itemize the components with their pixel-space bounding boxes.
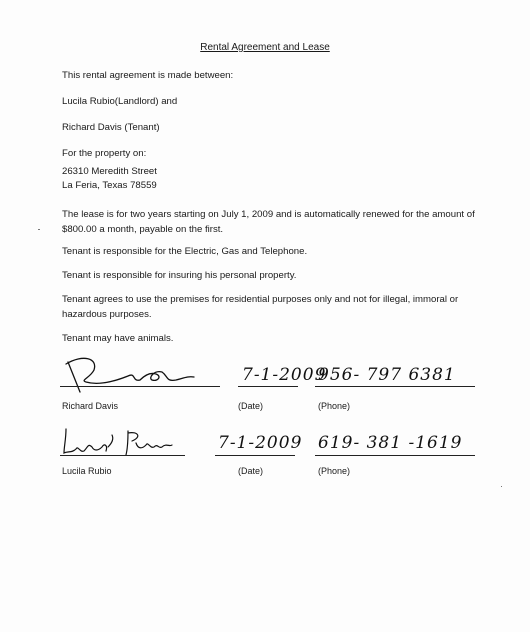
- address-line-2: La Feria, Texas 78559: [62, 180, 157, 191]
- landlord-phone-line: [315, 455, 475, 456]
- tenant-date: 7-1-2009: [242, 365, 327, 385]
- intro-line: This rental agreement is made between:: [62, 70, 234, 81]
- term-utilities: Tenant is responsible for the Electric, Gas and Telephone.: [62, 246, 308, 257]
- landlord-line: Lucila Rubio(Landlord) and: [62, 96, 178, 107]
- property-label: For the property on:: [62, 148, 147, 159]
- landlord-date-label: (Date): [238, 466, 264, 476]
- tenant-line: Richard Davis (Tenant): [62, 122, 160, 133]
- term-insurance: Tenant is responsible for insuring his personal property.: [62, 270, 297, 281]
- tenant-signature: [58, 350, 208, 396]
- landlord-date-line: [215, 455, 295, 456]
- landlord-name-label: Lucila Rubio: [62, 466, 112, 476]
- tenant-phone-label: (Phone): [318, 401, 351, 411]
- tenant-date-line: [238, 386, 298, 387]
- tenant-signature-line: [60, 386, 220, 387]
- address-line-1: 26310 Meredith Street: [62, 166, 157, 177]
- tenant-phone: 956- 797 6381: [318, 365, 456, 385]
- scan-speck: [501, 486, 502, 487]
- term-use: Tenant agrees to use the premises for residential purposes only and not for illegal, immoral or hazardous purposes.: [62, 294, 459, 320]
- landlord-phone: 619- 381 -1619: [318, 433, 463, 453]
- landlord-date: 7-1-2009: [218, 433, 303, 453]
- tenant-phone-line: [315, 386, 475, 387]
- document-title: Rental Agreement and Lease: [200, 42, 330, 53]
- term-animals: Tenant may have animals.: [62, 333, 174, 344]
- scan-speck: [38, 229, 40, 230]
- tenant-name-label: Richard Davis: [62, 401, 119, 411]
- landlord-phone-label: (Phone): [318, 466, 351, 476]
- landlord-signature-line: [60, 455, 185, 456]
- term-lease-duration: The lease is for two years starting on July 1, 2009 and is automatically renewed for the amount of $800.00 a month, payable on the first.: [62, 209, 475, 235]
- tenant-date-label: (Date): [238, 401, 264, 411]
